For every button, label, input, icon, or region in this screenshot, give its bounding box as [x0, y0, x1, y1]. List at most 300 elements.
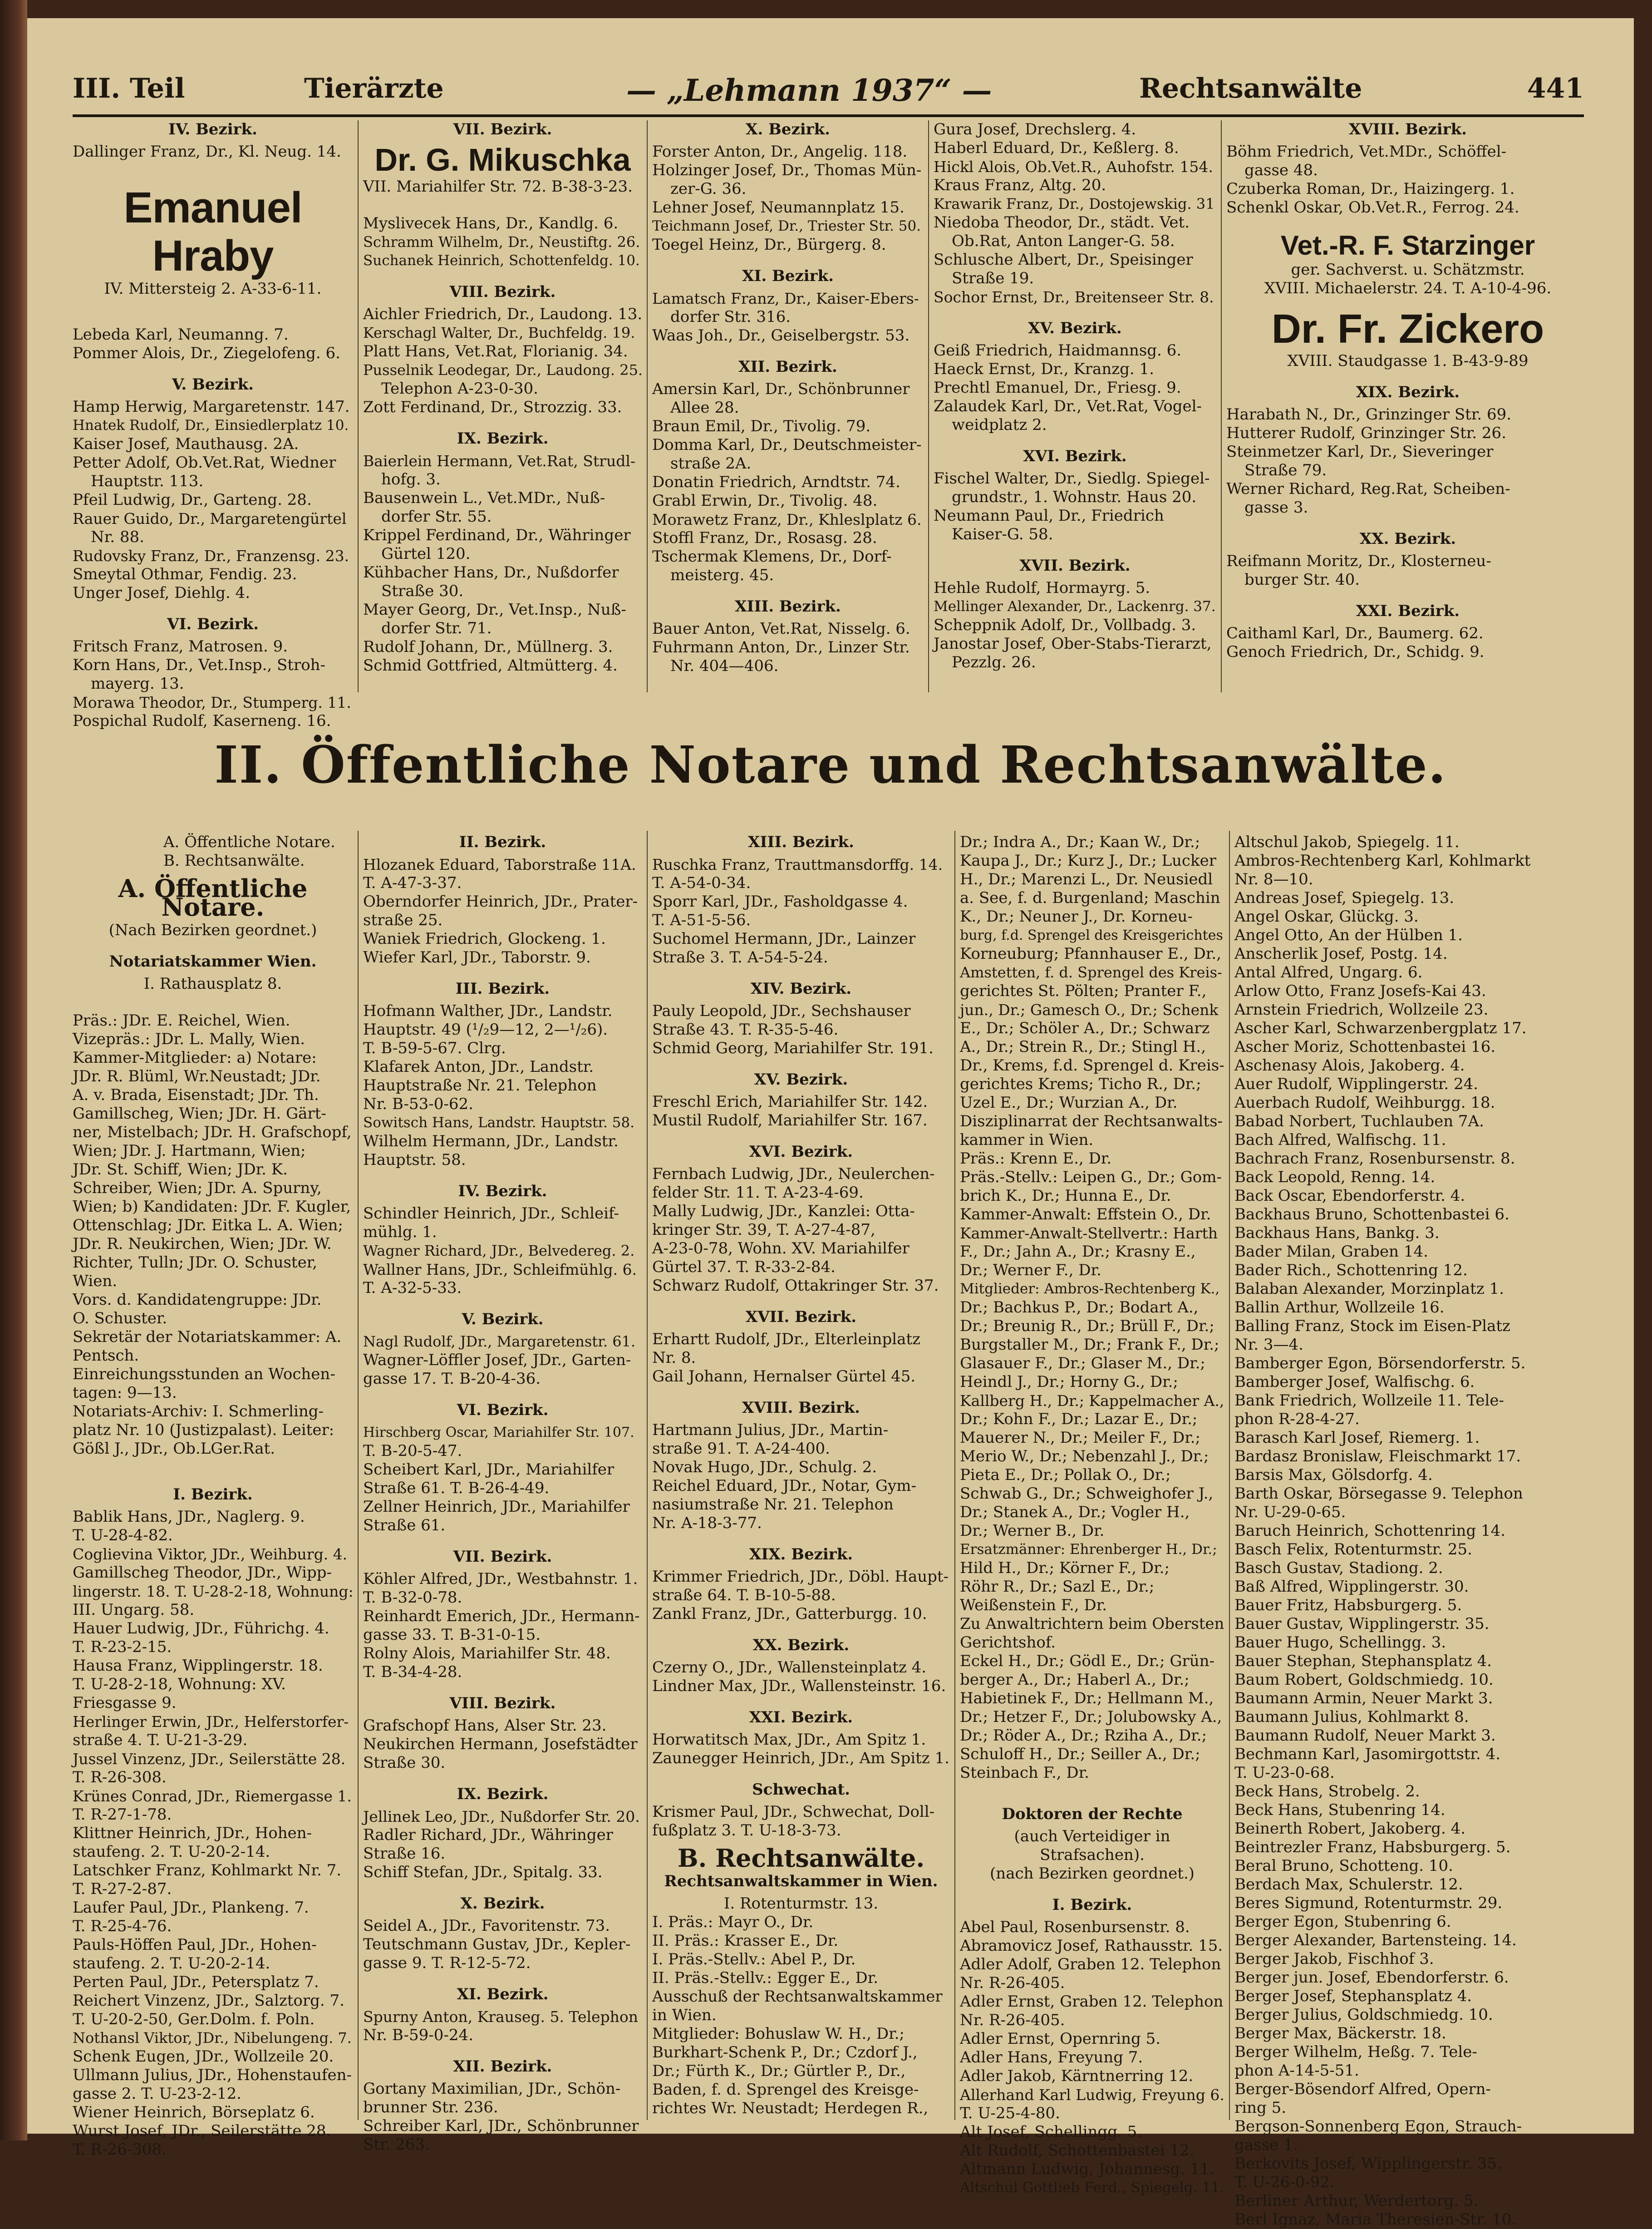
entry: Pommer Alois, Dr., Ziegelofeng. 6.: [73, 344, 340, 363]
entry: T. A-54-0-34.: [652, 874, 751, 892]
entry: Berger Josef, Stephansplatz 4.: [1234, 1987, 1472, 2005]
entry: Röhr R., Dr.; Sazl E., Dr.;: [960, 1578, 1155, 1596]
notary-list: [73, 1508, 353, 2159]
district-heading: XVII. Bezirk.: [1019, 557, 1131, 575]
header-part: III. Teil: [73, 73, 185, 104]
district-heading: XXI. Bezirk.: [749, 1708, 853, 1726]
entry: Straße 3. T. A-54-5-24.: [652, 948, 828, 967]
entry: Bechmann Karl, Jasomirgottstr. 4.: [1234, 1745, 1501, 1763]
entry: Ersatzmänner: Ehrenberger H., Dr.;: [960, 1541, 1217, 1558]
entry: Dr.; Stanek A., Dr.; Vogler H.,: [960, 1503, 1190, 1521]
entry: Berl Ignaz, Maria Theresien-Str. 10.: [1234, 2210, 1517, 2229]
entry: Berger-Bösendorf Alfred, Opern-: [1234, 2080, 1491, 2098]
entry: Bachrach Franz, Rosenbursenstr. 8.: [1234, 1149, 1515, 1168]
entry: T. B-34-4-28.: [363, 1663, 462, 1681]
entry: Haberl Eduard, Dr., Keßlerg. 8.: [934, 139, 1179, 157]
entry: Jellinek Leo, JDr., Nußdorfer Str. 20.: [363, 1808, 640, 1825]
advert-name: Dr. Fr. Zickero: [1271, 306, 1544, 352]
entry: Suchanek Heinrich, Schottenfeldg. 10.: [363, 252, 640, 269]
book-binding: [0, 0, 27, 2140]
section-heading: Doktoren der Rechte: [1002, 1805, 1183, 1823]
entry: Schmid Gottfried, Altmütterg. 4.: [363, 656, 618, 675]
entry: Krismer Paul, JDr., Schwechat, Doll-: [652, 1803, 935, 1821]
advert-line: ger. Sachverst. u. Schätzmstr.: [1291, 261, 1525, 279]
entry: Berger Max, Bäckerstr. 18.: [1234, 2024, 1446, 2042]
entry: II. Präs.-Stellv.: Egger E., Dr.: [652, 1969, 879, 1987]
entry: Adler Adolf, Graben 12. Telephon: [960, 1955, 1221, 1973]
entry: F., Dr.; Jahn A., Dr.; Krasny E.,: [960, 1243, 1196, 1261]
entry: Wien.: [73, 1272, 118, 1290]
district-heading: XIII. Bezirk.: [748, 833, 854, 851]
advert-name: Dr. G. Mikuschka: [374, 142, 631, 178]
entry: JDr. St. Schiff, Wien; JDr. K.: [73, 1160, 288, 1179]
notary-list: [652, 1002, 950, 1058]
entry: Balaban Alexander, Morzinplatz 1.: [1234, 1280, 1504, 1298]
entry: Mitglieder: Ambros-Rechtenberg K.,: [960, 1281, 1220, 1297]
entry: Toegel Heinz, Dr., Bürgerg. 8.: [652, 236, 886, 254]
entry: Beinerth Robert, Jakoberg. 4.: [1234, 1820, 1466, 1838]
entry: Baumann Rudolf, Neuer Markt 3.: [1234, 1726, 1496, 1745]
notary-list: [652, 1658, 950, 1696]
entry: Bank Friedrich, Wollzeile 11. Tele-: [1234, 1391, 1504, 1410]
entry: K., Dr.; Neuner J., Dr. Korneu-: [960, 907, 1193, 926]
entry: Hofmann Walther, JDr., Landstr.: [363, 1002, 613, 1020]
entry: Bablik Hans, JDr., Naglerg. 9.: [73, 1508, 305, 1526]
entry: Bauer Fritz, Habsburgerg. 5.: [1234, 1596, 1462, 1614]
notary-list: [652, 1421, 950, 1533]
entry: Mayer Georg, Dr., Vet.Insp., Nuß-: [363, 601, 626, 619]
entry: Andreas Josef, Spiegelg. 13.: [1234, 889, 1455, 907]
entry: Jussel Vinzenz, JDr., Seilerstätte 28.: [73, 1750, 346, 1768]
entry: Amersin Karl, Dr., Schönbrunner: [652, 380, 910, 398]
top-column-3: [652, 120, 924, 676]
entry: richtes Wr. Neustadt; Herdegen R.,: [652, 2099, 929, 2117]
entry: Ascher Karl, Schwarzenbergplatz 17.: [1234, 1019, 1527, 1037]
entry: Reichert Vinzenz, JDr., Salztorg. 7.: [73, 1992, 344, 2010]
entry: Bader Rich., Schottenring 12.: [1234, 1261, 1468, 1279]
subsection-title: B. Rechtsanwälte.: [677, 1844, 925, 1873]
entry: Beintrezler Franz, Habsburgerg. 5.: [1234, 1838, 1511, 1856]
notary-list: [652, 1803, 950, 1840]
entry: Neukirchen Hermann, Josefstädter: [363, 1735, 638, 1753]
entry: Altmann Ludwig, Johannesg. 11.: [960, 2160, 1214, 2178]
entry: fußplatz 3. T. U-18-3-73.: [652, 1821, 841, 1839]
entry: Sochor Ernst, Dr., Breitenseer Str. 8.: [934, 288, 1214, 306]
notary-list: [363, 1002, 642, 1169]
entry: phon R-28-4-27.: [1234, 1410, 1360, 1428]
entry: Seidel A., JDr., Favoritenstr. 73.: [363, 1917, 610, 1935]
entry: T. A-47-3-37.: [363, 874, 462, 892]
entry: zer-G. 36.: [670, 180, 747, 198]
entry: Laufer Paul, JDr., Plankeng. 7.: [73, 1899, 309, 1917]
entry: Backhaus Hans, Bankg. 3.: [1234, 1224, 1440, 1242]
entry: Bardasz Bronislaw, Fleischmarkt 17.: [1234, 1447, 1521, 1465]
column-rule: [358, 831, 359, 2120]
entry: Morawa Theodor, Dr., Stumperg. 11.: [73, 694, 351, 712]
entry: Prechtl Emanuel, Dr., Friesg. 9.: [934, 379, 1181, 397]
entry: Genoch Friedrich, Dr., Schidg. 9.: [1226, 643, 1485, 661]
entry: Gamillscheg, Wien; JDr. H. Gärt-: [73, 1105, 326, 1123]
entry: I. Präs.-Stellv.: Abel P., Dr.: [652, 1950, 856, 1968]
notary-list: [363, 2080, 642, 2154]
entry: Präs.: Krenn E., Dr.: [960, 1149, 1112, 1168]
entry: burger Str. 40.: [1244, 571, 1360, 589]
entry: Forster Anton, Dr., Angelig. 118.: [652, 143, 908, 161]
district-heading: XX. Bezirk.: [1359, 530, 1456, 548]
toc-entry: B. Rechtsanwälte.: [163, 852, 305, 870]
chamber-heading: Notariatskammer Wien.: [109, 952, 317, 971]
entry: Beck Hans, Strobelg. 2.: [1234, 1782, 1420, 1800]
entry: Allee 28.: [670, 399, 739, 417]
district-heading: I. Bezirk.: [1052, 1896, 1132, 1914]
entry: Dr.; Breunig R., Dr.; Brüll F., Dr.;: [960, 1317, 1214, 1335]
entry: Krünes Conrad, JDr., Riemergasse 1.: [73, 1787, 352, 1805]
entry: Baum Robert, Goldschmiedg. 10.: [1234, 1671, 1494, 1689]
entry: Babad Norbert, Tuchlauben 7A.: [1234, 1112, 1484, 1130]
entry: Köhler Alfred, JDr., Westbahnstr. 1.: [363, 1570, 638, 1588]
column-rule: [647, 831, 648, 2120]
entry: staufeng. 2. T. U-20-2-14.: [73, 1843, 270, 1861]
entry: Ascher Moriz, Schottenbastei 16.: [1234, 1038, 1496, 1056]
entry: Steinbach F., Dr.: [960, 1764, 1089, 1782]
section-note: (nach Bezirken geordnet.): [990, 1864, 1195, 1883]
district-heading: XVII. Bezirk.: [745, 1308, 857, 1326]
district-heading: I. Bezirk.: [173, 1485, 253, 1504]
entry: Wurst Josef, JDr., Seilerstätte 28.: [73, 2122, 331, 2140]
entry: Gail Johann, Hernalser Gürtel 45.: [652, 1367, 916, 1386]
entry: Dr.; Werner F., Dr.: [960, 1261, 1101, 1279]
entry: Gamillscheg Theodor, JDr., Wipp-: [73, 1563, 332, 1582]
chamber-members: [73, 1011, 353, 1458]
entry: Straße 30.: [381, 582, 464, 600]
entry: Mauerer N., Dr.; Meiler F., Dr.;: [960, 1429, 1201, 1447]
entry: Richter, Tulln; JDr. O. Schuster,: [73, 1253, 318, 1272]
entry: Scheibert Karl, JDr., Mariahilfer: [363, 1460, 615, 1479]
entry: Wagner-Löffler Josef, JDr., Garten-: [363, 1351, 631, 1369]
column-rule: [358, 120, 359, 692]
entry: Czerny O., JDr., Wallensteinplatz 4.: [652, 1658, 927, 1677]
entry: nasiumstraße Nr. 21. Telephon: [652, 1495, 894, 1514]
entry: Barasch Karl Josef, Riemerg. 1.: [1234, 1429, 1480, 1447]
lawyer-list: [1234, 833, 1593, 2229]
entry: Donatin Friedrich, Arndtstr. 74.: [652, 473, 900, 491]
entry: Freschl Erich, Mariahilfer Str. 142.: [652, 1093, 928, 1111]
entry: Alt Rudolf, Schottenbastei 12.: [960, 2141, 1195, 2160]
entry: Zaunegger Heinrich, JDr., Am Spitz 1.: [652, 1749, 949, 1767]
entry: hofg. 3.: [381, 470, 441, 488]
advert-address: VII. Mariahilfer Str. 72. B-38-3-23.: [363, 178, 633, 196]
advert-address: XVIII. Staudgasse 1. B-43-9-89: [1287, 352, 1529, 370]
entry: Bauer Stephan, Stephansplatz 4.: [1234, 1652, 1492, 1670]
entry: Ottenschlag; JDr. Eitka L. A. Wien;: [73, 1216, 343, 1234]
entry: Horwatitsch Max, JDr., Am Spitz 1.: [652, 1731, 926, 1749]
entry: Fischel Walter, Dr., Siedlg. Spiegel-: [934, 469, 1210, 488]
entry: Sowitsch Hans, Landstr. Hauptstr. 58.: [363, 1114, 634, 1131]
entry: Schreiber, Wien; JDr. A. Spurny,: [73, 1179, 322, 1197]
entry: Gerichtshof.: [960, 1633, 1056, 1652]
column-rule: [928, 120, 929, 692]
entry: T. U-20-2-50, Ger.Dolm. f. Poln.: [73, 2010, 315, 2028]
entry: E., Dr.; Schöler A., Dr.; Schwarz: [960, 1019, 1210, 1037]
notary-list: [363, 855, 642, 967]
notary-list: [652, 1330, 950, 1386]
entry: Berger Egon, Stubenring 6.: [1234, 1913, 1451, 1931]
entry: Präs.: JDr. E. Reichel, Wien.: [73, 1011, 290, 1030]
entry: Straße 61.: [363, 1516, 446, 1534]
entry: Backhaus Bruno, Schottenbastei 6.: [1234, 1205, 1509, 1223]
entry: Lindner Max, JDr., Wallensteinstr. 16.: [652, 1677, 946, 1695]
entry: Kerschagl Walter, Dr., Buchfeldg. 19.: [363, 324, 635, 341]
entry: Gürtel 120.: [381, 545, 471, 563]
entry: Domma Karl, Dr., Deutschmeister-: [652, 436, 922, 454]
entry: Zott Ferdinand, Dr., Strozzig. 33.: [363, 398, 622, 416]
entry: Schwarz Rudolf, Ottakringer Str. 37.: [652, 1277, 939, 1295]
bottom-column-2: [363, 833, 642, 2154]
header-right-title: Rechtsanwälte: [1139, 73, 1362, 104]
entry: III. Ungarg. 58.: [73, 1601, 195, 1619]
entry: Beres Sigmund, Rotenturmstr. 29.: [1234, 1894, 1503, 1912]
entry: Harabath N., Dr., Grinzinger Str. 69.: [1226, 405, 1512, 424]
advert-name: Emanuel Hraby: [123, 183, 302, 280]
entry: Wien; JDr. J. Hartmann, Wien;: [73, 1142, 306, 1160]
entry: Str. 263.: [363, 2135, 430, 2154]
section-note: (auch Verteidiger in Strafsachen).: [1014, 1827, 1170, 1864]
entry: Suchomel Hermann, JDr., Lainzer: [652, 930, 916, 948]
district-heading: XII. Bezirk.: [453, 2057, 552, 2076]
entry: Berkovits Josef, Wipplingerstr. 35.: [1234, 2155, 1502, 2173]
district-heading: II. Bezirk.: [459, 833, 546, 851]
entry: Nr. 8—10.: [1234, 870, 1313, 888]
entry: Straße 16.: [363, 1844, 446, 1863]
entry: T. R-25-4-76.: [73, 1917, 172, 1935]
entry: Aichler Friedrich, Dr., Laudong. 13.: [363, 305, 643, 323]
entry: I. Präs.: Mayr O., Dr.: [652, 1913, 814, 1931]
entry: Myslivecek Hans, Dr., Kandlg. 6.: [363, 214, 619, 232]
entry: Schreiber Karl, JDr., Schönbrunner: [363, 2117, 639, 2135]
entry: gasse 17. T. B-20-4-36.: [363, 1370, 541, 1388]
entry: Nr. R-26-405.: [960, 2011, 1065, 2029]
entry: Nr. B-59-0-24.: [363, 2026, 473, 2044]
top-column-2: [363, 120, 642, 675]
entry: Korn Hans, Dr., Vet.Insp., Stroh-: [73, 656, 326, 675]
toc-entry: A. Öffentliche Notare.: [163, 833, 335, 851]
entry: Smeytal Othmar, Fendig. 23.: [73, 565, 297, 584]
column-rule: [647, 120, 648, 692]
notary-list: [363, 1807, 642, 1882]
entry: Alt Josef, Schellingg. 5.: [960, 2123, 1142, 2141]
entry: Schiff Stefan, JDr., Spitalg. 33.: [363, 1863, 603, 1881]
district-heading: IX. Bezirk.: [457, 1785, 549, 1803]
entry: Wilhelm Hermann, JDr., Landstr.: [363, 1132, 619, 1150]
entry: Nothansl Viktor, JDr., Nibelungeng. 7.: [73, 2029, 352, 2047]
entry: Ruschka Franz, Trauttmansdorffg. 14.: [652, 856, 943, 873]
entry: burg, f.d. Sprengel des Kreisgerichtes: [960, 927, 1223, 943]
column-rule: [1221, 120, 1222, 692]
entry: Habietinek F., Dr.; Hellmann M.,: [960, 1689, 1214, 1707]
chamber-address: I. Rotenturmstr. 13.: [723, 1894, 879, 1913]
chamber-members: [652, 1913, 950, 2118]
entry: Pospichal Rudolf, Kaserneng. 16.: [73, 712, 331, 730]
district-heading: IV. Bezirk.: [168, 120, 257, 138]
entry: Altschul Gottlieb Ferd., Spiegelg. 11.: [960, 2180, 1224, 2196]
district-heading: XX. Bezirk.: [752, 1636, 850, 1654]
entry: Baumann Julius, Kohlmarkt 8.: [1234, 1708, 1469, 1726]
entry: T. U-23-0-68.: [1234, 1764, 1335, 1782]
entry: Bamberger Josef, Walfischg. 6.: [1234, 1373, 1475, 1391]
entry: Klafarek Anton, JDr., Landstr.: [363, 1058, 594, 1076]
column-rule: [954, 831, 955, 2120]
entry: Hauptstr. 49 (¹/₂9—12, 2—¹/₂6).: [363, 1021, 608, 1039]
entry: Kaiser Josef, Mauthausg. 2A.: [73, 435, 299, 454]
entry: Berger Jakob, Fischhof 3.: [1234, 1950, 1434, 1968]
entry: Telephon A-23-0-30.: [381, 380, 538, 398]
entry: JDr. R. Blüml, Wr.Neustadt; JDr.: [73, 1067, 321, 1085]
entry: Wiefer Karl, JDr., Taborstr. 9.: [363, 948, 591, 967]
entry: Kallberg H., Dr.; Kappelmacher A.,: [960, 1392, 1224, 1410]
entry: gasse 48.: [1244, 161, 1318, 179]
entry: Hauer Ludwig, JDr., Führichg. 4.: [73, 1619, 329, 1637]
district-heading: XI. Bezirk.: [457, 1985, 549, 2003]
entry: Abramovicz Josef, Rathausstr. 15.: [960, 1937, 1223, 1955]
entry: kammer in Wien.: [960, 1131, 1094, 1149]
entry: Pezzlg. 26.: [952, 653, 1036, 671]
entry: Scheppnik Adolf, Dr., Vollbadg. 3.: [934, 616, 1196, 634]
entry: Nr. 8.: [652, 1349, 696, 1367]
entry: Ausschuß der Rechtsanwaltskammer: [652, 1987, 943, 2006]
entry: Pusselnik Leodegar, Dr., Laudong. 25.: [363, 361, 643, 379]
entry: dorfer Str. 55.: [381, 508, 492, 526]
district-heading: VII. Bezirk.: [453, 120, 552, 138]
entry: Dr.; Indra A., Dr.; Kaan W., Dr.;: [960, 833, 1200, 851]
entry: brunner Str. 236.: [363, 2098, 498, 2116]
entry: A. v. Brada, Eisenstadt; JDr. Th.: [73, 1086, 319, 1104]
entry: Hutterer Rudolf, Grinzinger Str. 26.: [1226, 424, 1506, 442]
entry: Morawetz Franz, Dr., Khleslplatz 6.: [652, 511, 922, 528]
entry: T. A-32-5-33.: [363, 1279, 462, 1297]
entry: Grabl Erwin, Dr., Tivolig. 48.: [652, 492, 878, 510]
entry: Schenkl Oskar, Ob.Vet.R., Ferrog. 24.: [1226, 198, 1519, 217]
entry: platz Nr. 10 (Justizpalast). Leiter:: [73, 1421, 334, 1439]
district-heading: V. Bezirk.: [462, 1310, 544, 1328]
notary-list: [363, 1716, 642, 1772]
entry: Baden, f. d. Sprengel des Kreisge-: [652, 2081, 919, 2099]
notary-list: [652, 1165, 950, 1295]
district-heading: Schwechat.: [752, 1780, 850, 1799]
subsection-title: A. Öffentliche Notare.: [118, 874, 308, 922]
entry: Hartmann Julius, JDr., Martin-: [652, 1421, 889, 1439]
district-heading: XVIII. Bezirk.: [1348, 120, 1467, 138]
bottom-column-3: [652, 833, 950, 2118]
entry: Dallinger Franz, Dr., Kl. Neug. 14.: [73, 143, 341, 161]
entry: gerichtes St. Pölten; Pranter F.,: [960, 982, 1207, 1000]
entry: Kammer-Anwalt: Effstein O., Dr.: [960, 1205, 1211, 1223]
entry: Dr., Krems, f.d. Sprengel d. Kreis-: [960, 1056, 1224, 1075]
entry: Nr. A-18-3-77.: [652, 1514, 762, 1532]
entry: meisterg. 45.: [670, 566, 774, 584]
entry: Fuhrmann Anton, Dr., Linzer Str.: [652, 638, 910, 656]
district-heading: VI. Bezirk.: [457, 1401, 549, 1419]
entry: Gura Josef, Drechslerg. 4.: [934, 120, 1136, 138]
entry: H., Dr.; Marenzi L., Dr. Neusiedl: [960, 870, 1213, 888]
entry: Nr. 3—4.: [1234, 1336, 1303, 1354]
district-heading: VII. Bezirk.: [453, 1548, 552, 1566]
entry: Präs.-Stellv.: Leipen G., Dr.; Gom-: [960, 1168, 1222, 1186]
entry: Schmid Georg, Mariahilfer Str. 191.: [652, 1039, 934, 1057]
entry: T. R-26-308.: [73, 2140, 167, 2159]
notary-list: [652, 1731, 950, 1768]
entry: straße 91. T. A-24-400.: [652, 1440, 830, 1458]
entry: Dr.; Hetzer F., Dr.; Jolubowsky A.,: [960, 1708, 1222, 1726]
entry: Hamp Herwig, Margaretenstr. 147.: [73, 398, 350, 416]
entry: Anscherlik Josef, Postg. 14.: [1234, 945, 1448, 963]
entry: Waas Joh., Dr., Geiselbergstr. 53.: [652, 326, 910, 345]
entry: Czuberka Roman, Dr., Haizingerg. 1.: [1226, 180, 1515, 198]
chamber-address: I. Rathausplatz 8.: [143, 975, 282, 993]
entry: Perten Paul, JDr., Petersplatz 7.: [73, 1973, 319, 1991]
entry: berger A., Dr.; Haberl A., Dr.;: [960, 1671, 1190, 1689]
entry: Wagner Richard, JDr., Belvedereg. 2.: [363, 1242, 635, 1259]
running-header: [73, 73, 1584, 113]
entry: Basch Gustav, Stadiong. 2.: [1234, 1559, 1443, 1577]
entry: straße 64. T. B-10-5-88.: [652, 1586, 836, 1604]
entry: Krimmer Friedrich, JDr., Döbl. Haupt-: [652, 1568, 949, 1586]
entry: phon A-14-5-51.: [1234, 2061, 1359, 2080]
entry: gasse 1.: [1234, 2136, 1298, 2154]
entry: Zellner Heinrich, JDr., Mariahilfer: [363, 1498, 630, 1516]
entry: Hild H., Dr.; Körner F., Dr.;: [960, 1559, 1170, 1577]
entry: Unger Josef, Diehlg. 4.: [73, 584, 250, 602]
entry: Lamatsch Franz, Dr., Kaiser-Ebers-: [652, 290, 919, 307]
entry: Baß Alfred, Wipplingerstr. 30.: [1234, 1578, 1469, 1596]
entry: Tschermak Klemens, Dr., Dorf-: [652, 547, 892, 566]
entry: Dr.; Bachkus P., Dr.; Bodart A.,: [960, 1298, 1199, 1317]
entry: felder Str. 11. T. A-23-4-69.: [652, 1184, 864, 1202]
entry: Nr. B-53-0-62.: [363, 1095, 473, 1113]
entry: Rudolf Johann, Dr., Müllnerg. 3.: [363, 638, 613, 656]
entry: T. B-59-5-67. Clrg.: [363, 1039, 506, 1057]
entry: Sekretär der Notariatskammer: A.: [73, 1328, 342, 1346]
entry: Dr.; Kohn F., Dr.; Lazar E., Dr.;: [960, 1410, 1198, 1428]
entry: Berger Wilhelm, Heßg. 7. Tele-: [1234, 2043, 1477, 2061]
entry: Hausa Franz, Wipplingerstr. 18.: [73, 1657, 323, 1675]
entry: II. Präs.: Krasser E., Dr.: [652, 1932, 839, 1950]
district-heading: XII. Bezirk.: [738, 358, 837, 376]
entry: Bausenwein L., Vet.MDr., Nuß-: [363, 489, 605, 507]
entry: Burkhart-Schenk P., Dr.; Czdorf J.,: [652, 2043, 918, 2061]
header-center-title: — „Lehmann 1937“ —: [626, 73, 992, 108]
entry: T. U-28-4-82.: [73, 1526, 173, 1544]
entry: Rolny Alois, Mariahilfer Str. 48.: [363, 1644, 611, 1662]
entry: Pentsch.: [73, 1346, 139, 1365]
entry: tagen: 9—13.: [73, 1384, 177, 1402]
entry: straße 4. T. U-21-3-29.: [73, 1731, 248, 1749]
entry: Arnstein Friedrich, Wollzeile 23.: [1234, 1001, 1489, 1019]
notary-list: [652, 1568, 950, 1623]
entry: kringer Str. 39, T. A-27-4-87,: [652, 1221, 875, 1239]
entry: Zalaudek Karl, Dr., Vet.Rat, Vogel-: [934, 397, 1202, 415]
entry: Grafschopf Hans, Alser Str. 23.: [363, 1716, 607, 1735]
entry: Gürtel 37. T. R-33-2-84.: [652, 1258, 836, 1276]
entry: Hlozanek Eduard, Taborstraße 11A.: [363, 856, 636, 873]
entry: Kaupa J., Dr.; Kurz J., Dr.; Lucker: [960, 852, 1216, 870]
book-page: [27, 18, 1634, 2229]
entry: Rudovsky Franz, Dr., Franzensg. 23.: [73, 547, 349, 565]
entry: Ob.Rat, Anton Langer-G. 58.: [952, 232, 1175, 250]
entry: gasse 2. T. U-23-2-12.: [73, 2085, 241, 2103]
entry: Werner Richard, Reg.Rat, Scheiben-: [1226, 480, 1510, 498]
entry: Berger Alexander, Bartensteing. 14.: [1234, 1931, 1517, 1949]
entry: Back Oscar, Ebendorferstr. 4.: [1234, 1187, 1465, 1205]
